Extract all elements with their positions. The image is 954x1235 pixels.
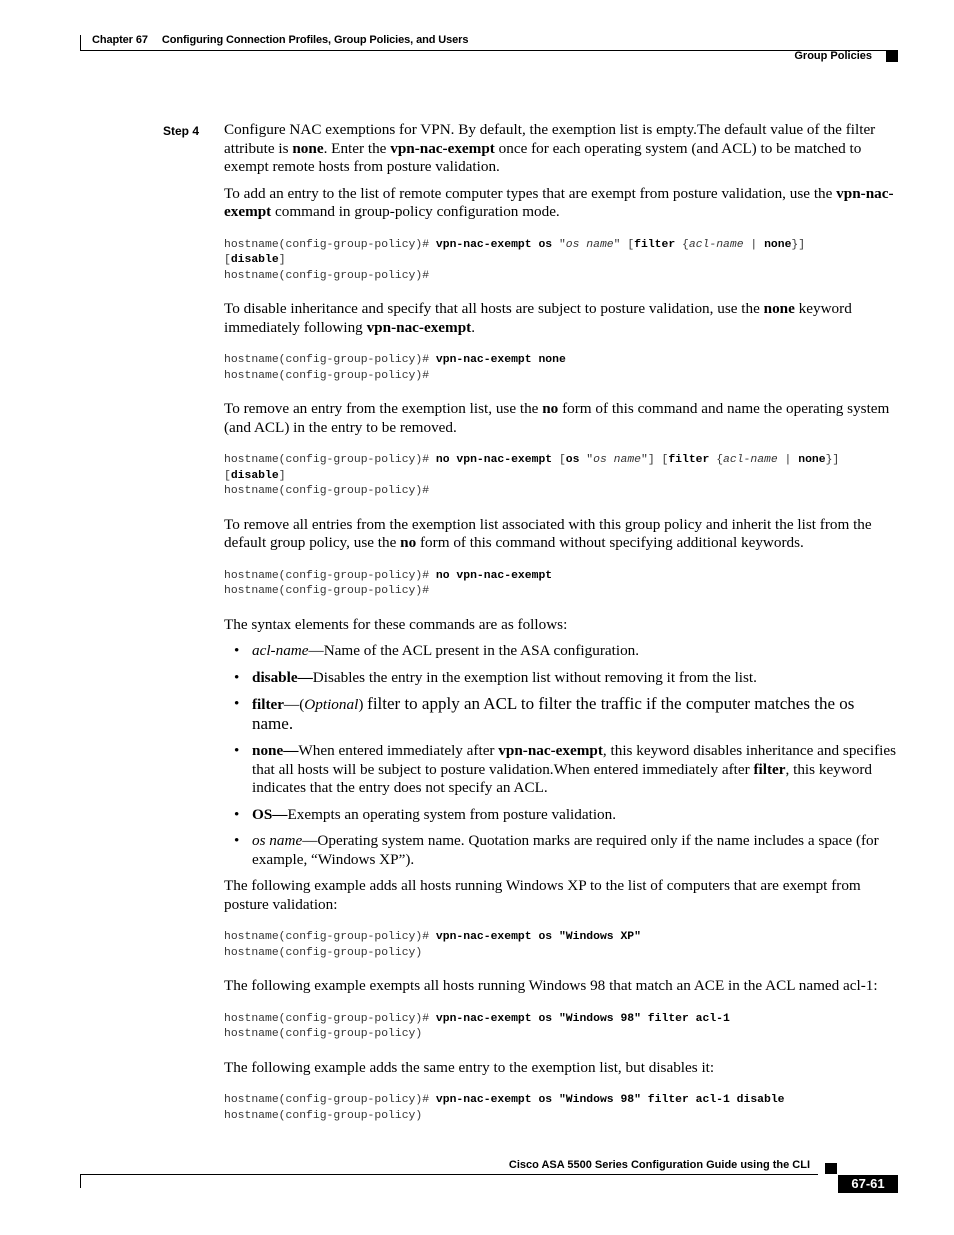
code-block-none: hostname(config-group-policy)# vpn-nac-exempt none hostname(config-group-policy)#: [224, 354, 566, 382]
list-item: • os name—Operating system name. Quotation marks are required only if the name includes a space (for example, “Windows XP”).: [234, 832, 879, 868]
paragraph-syntax: The syntax elements for these commands are as follows:: [224, 615, 568, 633]
header-rule-vertical: [80, 35, 81, 50]
list-item: • filter—(Optional) filter to apply an ACL to filter the traffic if the computer matches the os name.: [234, 694, 855, 733]
running-header-chapter: [92, 34, 468, 46]
chapter-title: Configuring Connection Profiles, Group Policies, and Users: [161, 34, 469, 46]
running-header-section: Group Policies: [794, 50, 872, 62]
code-block-example-xp: hostname(config-group-policy)# vpn-nac-exempt os "Windows XP" hostname(config-group-policy): [224, 931, 641, 959]
chapter-number: Chapter 67: [92, 34, 148, 46]
paragraph-example-disable: The following example adds the same entry to the exemption list, but disables it:: [224, 1058, 715, 1076]
main-content: [224, 121, 898, 1140]
paragraph-example-98: The following example exempts all hosts running Windows 98 that match an ACE in the ACL named acl-1:: [224, 977, 878, 994]
paragraph-add-entry: To add an entry to the list of remote computer types that are exempt from posture validation, use the vpn-nac-exempt command in group-policy configuration mode.: [224, 184, 894, 220]
footer-rule: [80, 1174, 818, 1175]
paragraph-remove-entry: To remove an entry from the exemption list, use the no form of this command and name the operating system (and ACL) in the entry to be removed.: [224, 400, 890, 436]
paragraph-disable-inheritance: To disable inheritance and specify that all hosts are subject to posture validation, use the none keyword immediately following vpn-nac-exempt.: [224, 300, 852, 336]
code-block-add: hostname(config-group-policy)# vpn-nac-exempt os "os name" [filter {acl-name | none}] [disable] hostname(config-group-policy)#: [224, 238, 806, 282]
list-item: • acl-name—Name of the ACL present in the ASA configuration.: [234, 642, 640, 659]
paragraph-example-xp: The following example adds all hosts running Windows XP to the list of computers that are exempt from posture validation:: [224, 877, 861, 913]
list-item: • disable—Disables the entry in the exemption list without removing it from the list.: [234, 668, 757, 686]
footer-rule-vertical: [80, 1174, 81, 1188]
footer-marker-box: [825, 1163, 837, 1174]
list-item: • none—When entered immediately after vpn-nac-exempt, this keyword disables inheritance and specifies that all hosts will be subject to posture validation.When entered immediately after filter, this keyword indicates that the entry does not specify an ACL.: [234, 742, 897, 796]
footer-guide-title: Cisco ASA 5500 Series Configuration Guide using the CLI: [508, 1159, 810, 1171]
code-block-example-98: hostname(config-group-policy)# vpn-nac-exempt os "Windows 98" filter acl-1 hostname(config-group-policy): [224, 1012, 730, 1040]
page-number: 67-61: [838, 1175, 898, 1193]
step-label: Step 4: [163, 124, 200, 138]
syntax-list: [224, 642, 898, 869]
code-block-example-disable: hostname(config-group-policy)# vpn-nac-exempt os "Windows 98" filter acl-1 disable hostname(config-group-policy): [224, 1094, 785, 1122]
paragraph-remove-all: To remove all entries from the exemption list associated with this group policy and inherit the list from the default group policy, use the no form of this command without specifying additional keywords.: [224, 515, 872, 551]
code-block-remove-all: hostname(config-group-policy)# no vpn-nac-exempt hostname(config-group-policy)#: [224, 569, 553, 597]
list-item: • OS—Exempts an operating system from posture validation.: [234, 805, 617, 823]
paragraph-intro: Configure NAC exemptions for VPN. By default, the exemption list is empty.The default value of the filter attribute is none. Enter the vpn-nac-exempt once for each operating system (and ACL) to be matched to exempt remote hosts from posture validation.: [224, 121, 876, 175]
code-block-remove: hostname(config-group-policy)# no vpn-nac-exempt [os "os name"] [filter {acl-name | none}] [disable] hostname(config-group-policy)#: [224, 454, 840, 497]
header-marker-box: [886, 51, 898, 62]
header-rule: [80, 50, 898, 51]
